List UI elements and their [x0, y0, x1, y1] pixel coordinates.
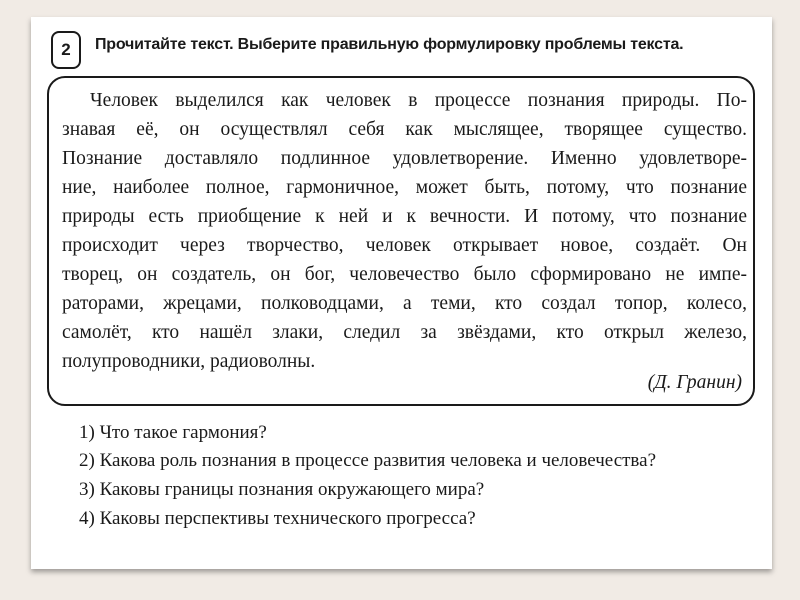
passage-line: Человек выделился как человек в процессе познания природы. По-	[90, 90, 747, 111]
passage-line: раторами, жрецами, полководцами, а теми, кто создал топор, колесо,	[62, 293, 747, 314]
answer-option-4: 4) Каковы перспективы технического прогресса?	[79, 508, 476, 529]
passage-line: знавая её, он осуществлял себя как мыслящее, творящее существо.	[62, 119, 747, 140]
passage-author: (Д. Гранин)	[647, 372, 742, 393]
passage-line: полупроводники, радиоволны.	[62, 351, 316, 372]
answer-option-3: 3) Каковы границы познания окружающего мира?	[79, 479, 485, 500]
task-title: Прочитайте текст. Выберите правильную формулировку проблемы текста.	[95, 36, 684, 53]
answer-option-2: 2) Какова роль познания в процессе развития человека и человечества?	[79, 450, 657, 471]
passage-line: творец, он создатель, он бог, человечество было сформировано не импе-	[62, 264, 747, 285]
passage-line: происходит через творчество, человек открывает новое, создаёт. Он	[62, 235, 747, 256]
passage-line: Познание доставляло подлинное удовлетворение. Именно удовлетворе-	[62, 148, 747, 169]
answer-option-1: 1) Что такое гармония?	[79, 422, 267, 443]
passage-line: природы есть приобщение к ней и к вечности. И потому, что познание	[62, 206, 747, 227]
task-number-badge: 2	[51, 31, 81, 69]
passage-line: ние, наиболее полное, гармоничное, может быть, потому, что познание	[62, 177, 747, 198]
passage-line: самолёт, кто нашёл злаки, следил за звёздами, кто открыл железо,	[62, 322, 747, 343]
